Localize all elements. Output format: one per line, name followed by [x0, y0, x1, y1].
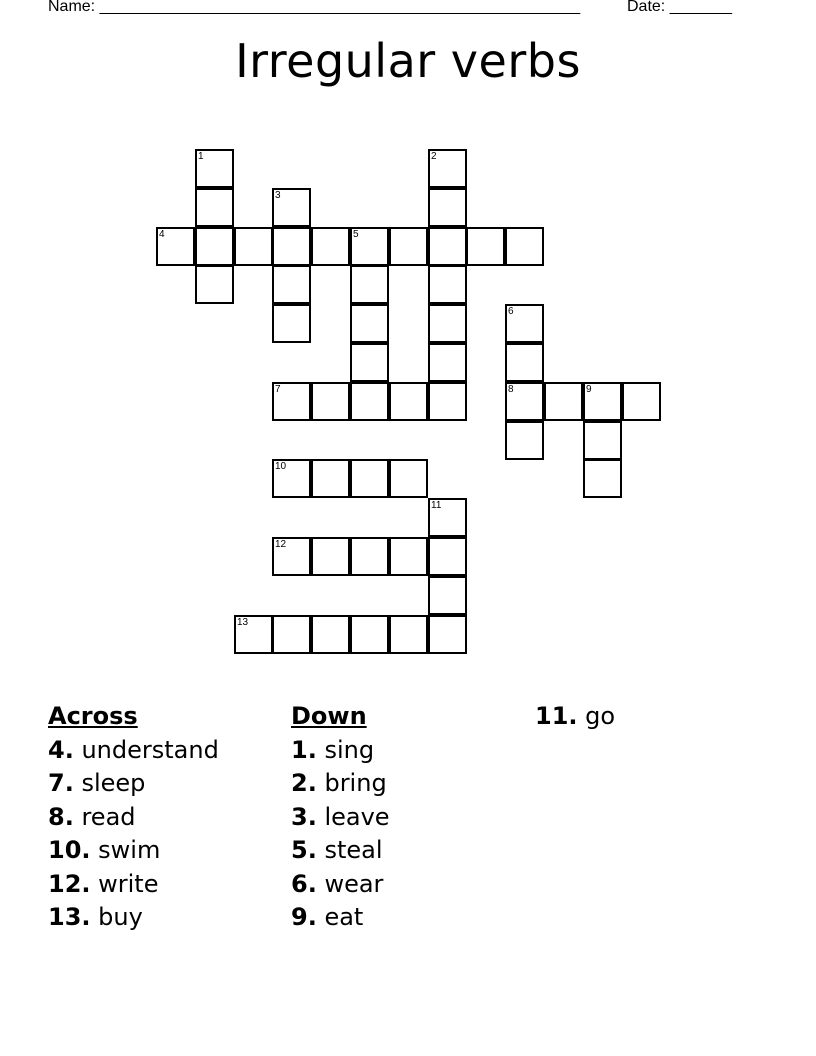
grid-cell[interactable]	[195, 188, 234, 227]
clue-text: read	[73, 802, 136, 831]
cell-number: 4	[159, 229, 165, 240]
grid-cell[interactable]	[234, 227, 273, 266]
grid-cell[interactable]	[505, 421, 544, 460]
grid-cell[interactable]	[428, 537, 467, 576]
grid-cell[interactable]	[311, 459, 350, 498]
clue-number: 8.	[48, 802, 74, 831]
clue-number: 2.	[291, 769, 317, 797]
grid-cell[interactable]	[389, 227, 428, 266]
grid-cell[interactable]	[428, 188, 467, 227]
clue-item	[291, 767, 390, 801]
grid-cell[interactable]	[583, 382, 622, 421]
clue-number: 1.	[291, 735, 317, 764]
cell-number: 6	[508, 306, 514, 317]
grid-cell[interactable]	[389, 459, 428, 498]
grid-cell[interactable]	[428, 265, 467, 304]
cell-number: 7	[275, 384, 281, 395]
grid-cell[interactable]	[234, 615, 273, 654]
clue-number: 6.	[291, 869, 317, 898]
page-title: Irregular verbs	[235, 34, 581, 88]
clue-text: sleep	[73, 769, 146, 797]
grid-cell[interactable]	[195, 149, 234, 188]
clue-number: 3.	[291, 802, 317, 831]
grid-cell[interactable]	[350, 615, 389, 654]
clue-text: steal	[316, 836, 383, 864]
grid-cell[interactable]	[311, 615, 350, 654]
grid-cell[interactable]	[583, 459, 622, 498]
clue-number: 4.	[48, 735, 74, 764]
clue-item	[48, 801, 219, 835]
grid-cell[interactable]	[466, 227, 505, 266]
cell-number: 5	[353, 229, 359, 240]
clue-item	[291, 868, 390, 902]
clue-number: 9.	[291, 903, 317, 931]
clue-text: understand	[73, 735, 219, 764]
clue-number: 11.	[535, 702, 578, 730]
cell-number: 13	[237, 617, 249, 628]
clue-number: 7.	[48, 769, 74, 797]
grid-cell[interactable]	[428, 615, 467, 654]
grid-cell[interactable]	[428, 576, 467, 615]
clue-number: 5.	[291, 836, 317, 864]
cell-number: 10	[275, 461, 287, 472]
grid-cell[interactable]	[156, 227, 195, 266]
grid-cell[interactable]	[622, 382, 661, 421]
grid-cell[interactable]	[428, 343, 467, 382]
cell-number: 3	[275, 190, 281, 201]
name-field: Name: ______________________________________________________	[48, 0, 581, 15]
cell-number: 2	[431, 151, 437, 162]
grid-cell[interactable]	[350, 265, 389, 304]
clue-item	[48, 868, 219, 902]
grid-cell[interactable]	[505, 343, 544, 382]
down-clues	[291, 700, 390, 935]
grid-cell[interactable]	[350, 304, 389, 343]
grid-cell[interactable]	[389, 382, 428, 421]
down-heading: Down	[291, 702, 367, 730]
date-field: Date: _______	[627, 0, 732, 15]
grid-cell[interactable]	[272, 304, 311, 343]
grid-cell[interactable]	[428, 304, 467, 343]
cell-number: 1	[198, 151, 204, 162]
clue-item	[48, 767, 219, 801]
grid-cell[interactable]	[195, 227, 234, 266]
grid-cell[interactable]	[272, 615, 311, 654]
clue-text: sing	[316, 735, 375, 764]
grid-cell[interactable]	[505, 382, 544, 421]
grid-cell[interactable]	[272, 265, 311, 304]
clue-text: swim	[90, 836, 161, 864]
clue-item	[535, 700, 615, 734]
clue-number: 13.	[48, 903, 91, 931]
clue-item	[48, 901, 219, 935]
clue-item	[48, 734, 219, 768]
grid-cell[interactable]	[195, 265, 234, 304]
grid-cell[interactable]	[350, 382, 389, 421]
grid-cell[interactable]	[311, 227, 350, 266]
clue-text: leave	[316, 802, 390, 831]
grid-cell[interactable]	[505, 227, 544, 266]
clue-item	[291, 901, 390, 935]
clue-text: bring	[316, 769, 387, 797]
grid-cell[interactable]	[311, 537, 350, 576]
cell-number: 8	[508, 384, 514, 395]
grid-cell[interactable]	[350, 343, 389, 382]
clue-item	[48, 834, 219, 868]
grid-cell[interactable]	[350, 537, 389, 576]
across-clues	[48, 700, 219, 935]
grid-cell[interactable]	[272, 227, 311, 266]
grid-cell[interactable]	[583, 421, 622, 460]
cell-number: 12	[275, 539, 287, 550]
grid-cell[interactable]	[428, 149, 467, 188]
cell-number: 9	[586, 384, 592, 395]
clue-item	[291, 801, 390, 835]
clue-number: 10.	[48, 836, 91, 864]
grid-cell[interactable]	[311, 382, 350, 421]
across-heading: Across	[48, 702, 138, 730]
grid-cell[interactable]	[428, 498, 467, 537]
grid-cell[interactable]	[505, 304, 544, 343]
grid-cell[interactable]	[389, 537, 428, 576]
clue-text: go	[577, 702, 616, 730]
grid-cell[interactable]	[272, 382, 311, 421]
clue-text: buy	[90, 903, 143, 931]
grid-cell[interactable]	[350, 227, 389, 266]
down-clues-continued	[535, 700, 615, 734]
clue-item	[291, 834, 390, 868]
grid-cell[interactable]	[428, 227, 467, 266]
grid-cell[interactable]	[544, 382, 583, 421]
grid-cell[interactable]	[428, 382, 467, 421]
grid-cell[interactable]	[389, 615, 428, 654]
grid-cell[interactable]	[272, 188, 311, 227]
clue-text: eat	[316, 903, 364, 931]
grid-cell[interactable]	[272, 537, 311, 576]
cell-number: 11	[431, 500, 442, 511]
clue-text: wear	[316, 869, 384, 898]
clue-text: write	[90, 869, 159, 898]
clue-number: 12.	[48, 869, 91, 898]
grid-cell[interactable]	[272, 459, 311, 498]
clue-item	[291, 734, 390, 768]
grid-cell[interactable]	[350, 459, 389, 498]
